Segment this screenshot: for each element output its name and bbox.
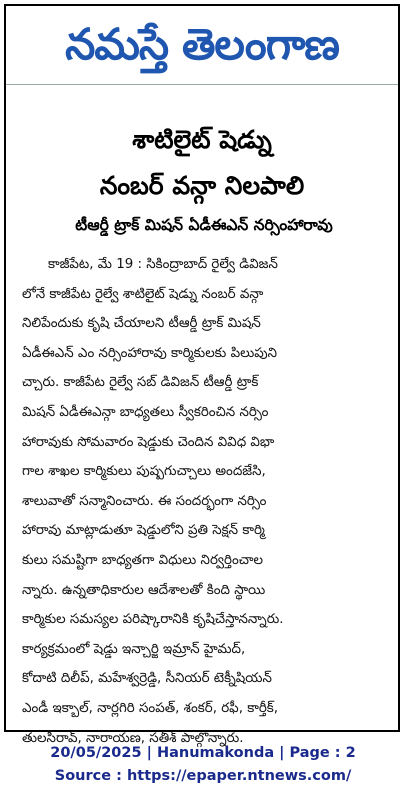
body-line: న్నారు. ఉన్నతాధికారుల ఆదేశాలతో కింది స్థాయి bbox=[22, 582, 266, 598]
body-line: మిషన్ ఏడీఈఎన్గా బాధ్యతలు స్వీకరించిన నర్సిం bbox=[22, 404, 269, 420]
newspaper-masthead: నమస్తే తెలంగాణ bbox=[65, 20, 339, 70]
body-line: లోనే కాజీపేట రైల్వే శాటిలైట్ షెడ్ను నంబర్ వన్గా bbox=[22, 286, 264, 302]
body-line: కార్యక్రమంలో షెడ్డు ఇన్చార్జి ఇమ్రాన్ హైమద్, bbox=[22, 641, 246, 657]
body-line: కార్మికుల సమస్యల పరిష్కారానికి కృషిచేస్తానన్నారు. bbox=[22, 612, 284, 628]
article-body bbox=[22, 250, 392, 753]
body-line: హారావుకు సోమవారం షెడ్డుకు చెందిన వివిధ విభా bbox=[22, 434, 275, 450]
body-line: తులసీరావ్, నారాయణ, సతీశ్ పాల్గొన్నారు. bbox=[22, 730, 244, 746]
body-line: ఏడీఈఎన్ ఎం నర్సింహారావు కార్మికులకు పిలుపుని bbox=[22, 345, 277, 361]
edition-date-line: 20/05/2025 | Hanumakonda | Page : 2 bbox=[50, 745, 356, 761]
masthead-divider bbox=[6, 84, 398, 85]
clipping-frame bbox=[4, 4, 400, 746]
body-line: కోదాటి దిలీప్, మహేశ్వర్రెడ్డి, సీనియర్ టెక్నీషియన్ bbox=[22, 671, 272, 687]
headline-line-1: శాటిలైట్ షెడ్ను bbox=[132, 125, 272, 154]
body-line: గాల శాఖల కార్మికులు పుష్పగుచ్చాలు అందజేసి, bbox=[22, 464, 266, 480]
subheadline: టీఆర్డీ ట్రాక్ మిషన్ ఏడీఈఎన్ నర్సింహారావు bbox=[75, 216, 333, 234]
headline-line-2: నంబర్ వన్గా నిలపాలి bbox=[99, 171, 305, 200]
body-line: ఎండీ ఇక్బాల్, నార్లగిరి సంపత్, శంకర్, రఫీ, కార్తీక్, bbox=[22, 700, 279, 716]
body-line: హారావు మాట్లాడుతూ షెడ్డులోని ప్రతి సెక్షన్ కార్మి bbox=[22, 523, 265, 539]
body-line: నిలిపేందుకు కృషి చేయాలని టీఆర్డీ ట్రాక్ మిషన్ bbox=[22, 316, 261, 332]
source-line: Source : https://epaper.ntnews.com/ bbox=[54, 768, 352, 784]
body-line: కులు సమష్టిగా బాధ్యతగా విధులు నిర్వర్తించాల bbox=[22, 552, 264, 568]
body-line: చ్చారు. కాజీపేట రైల్వే సబ్ డివిజన్ టీఆర్డీ ట్రాక్ bbox=[22, 375, 259, 391]
body-line: కాజీపేట, మే 19 : సికింద్రాబాద్ రైల్వే డివిజన్ bbox=[48, 257, 278, 272]
body-line: శాలువాతో సన్మానించారు. ఈ సందర్భంగా నర్సిం bbox=[22, 493, 267, 509]
